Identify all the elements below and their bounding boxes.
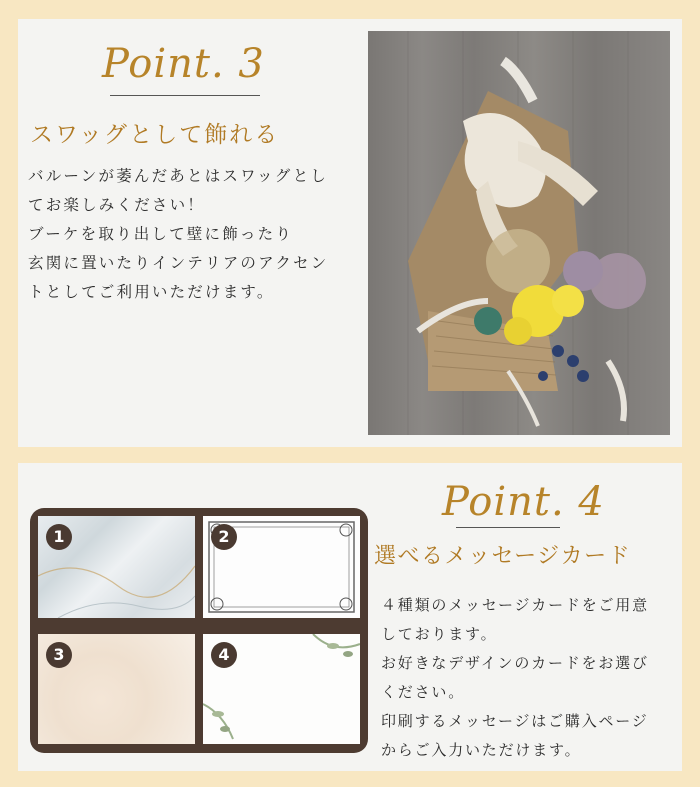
swag-section [18,19,682,447]
section-description [28,162,328,307]
card-number-badge: 1 [46,524,72,550]
point-3-label: Point. 3 [102,41,265,87]
description-line: バルーンが萎んだあとはスワッグとし [28,167,329,185]
description-line: からご入力いただけます。 [381,741,582,759]
description-line: 玄関に置いたりインテリアのアクセン [28,254,329,272]
section-description [381,591,649,765]
dried-flower-swag-illustration [368,31,670,435]
card-number-badge: 3 [46,642,72,668]
point-4-label: Point. 4 [442,479,605,525]
description-line: お好きなデザインのカードをお選び [381,654,649,672]
card-number-badge: 4 [211,642,237,668]
section-heading: 選べるメッセージカード [374,544,632,569]
message-card-4[interactable] [203,634,360,744]
section-heading: スワッグとして飾れる [30,122,280,148]
card-number-badge: 2 [211,524,237,550]
description-line: ブーケを取り出して壁に飾ったり [28,225,294,243]
title-divider [456,527,560,528]
message-card-1[interactable] [38,516,195,618]
message-card-samples [30,508,368,753]
description-line: 印刷するメッセージはご購入ページ [381,712,649,730]
message-card-section [18,463,682,771]
message-card-3[interactable] [38,634,195,744]
description-line: ４種類のメッセージカードをご用意 [381,596,649,614]
title-divider [110,95,260,96]
description-line: トとしてご利用いただけます。 [28,283,275,301]
description-line: ください。 [381,683,466,701]
description-line: しております。 [381,625,498,643]
description-line: てお楽しみください！ [28,196,206,214]
swag-photo [368,31,670,435]
message-card-2[interactable] [203,516,360,618]
